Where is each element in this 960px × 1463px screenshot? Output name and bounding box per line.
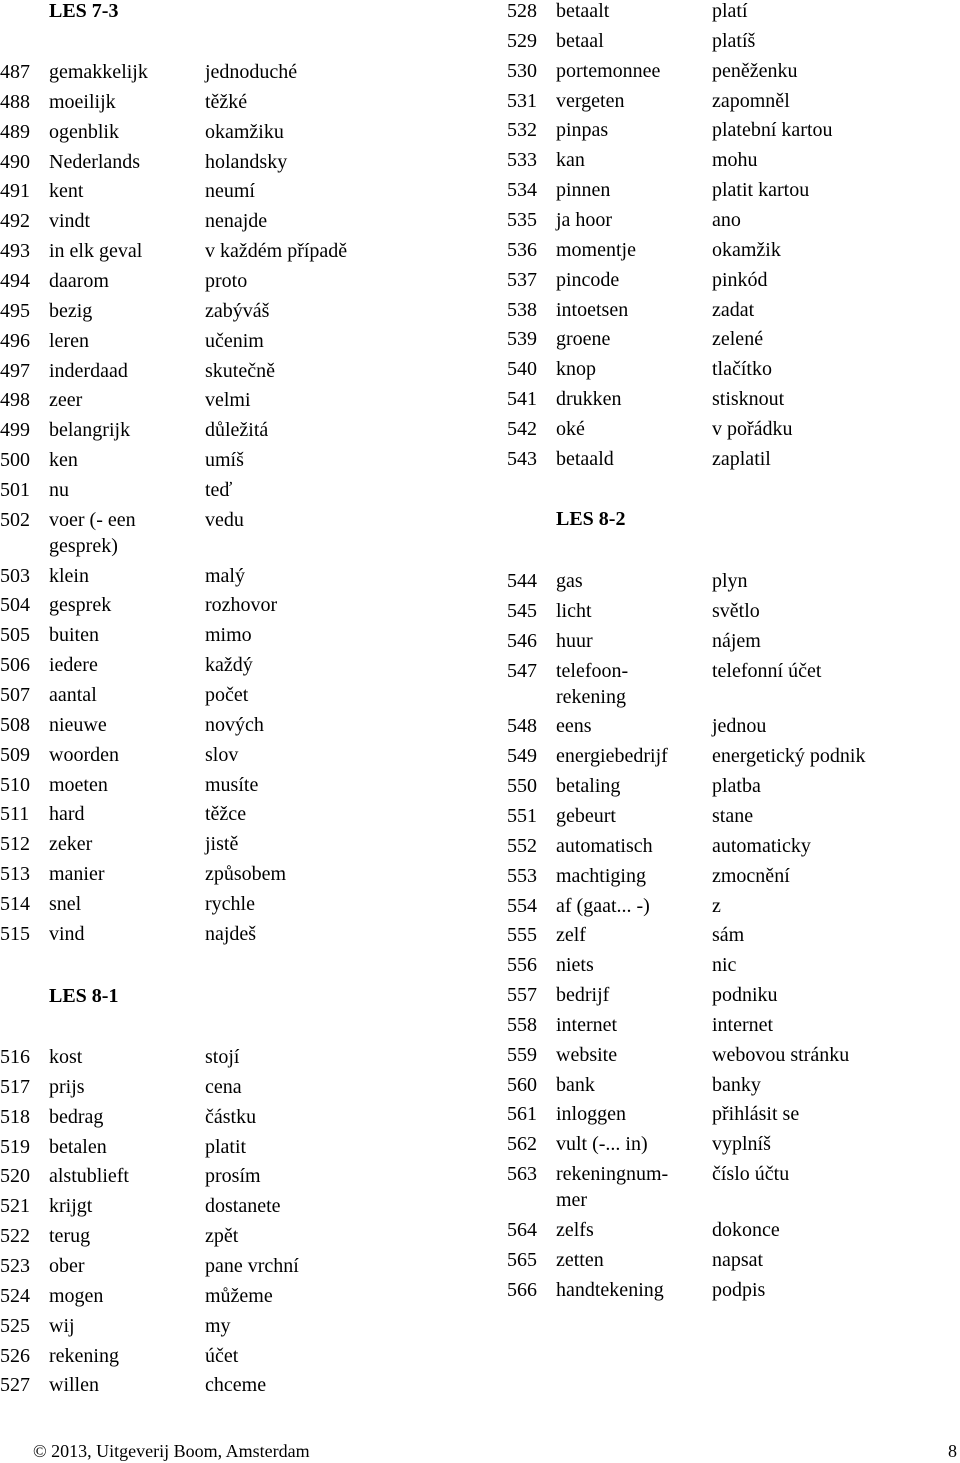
entry-number: 515 (0, 922, 30, 945)
czech-translation: těžce (205, 803, 247, 826)
dutch-term: vergeten (556, 89, 625, 112)
entry-number: 519 (0, 1135, 30, 1158)
dutch-term: energiebedrijf (556, 745, 668, 768)
czech-translation: zelené (712, 328, 764, 351)
entry-number: 513 (0, 863, 30, 886)
dutch-term: in elk geval (49, 240, 143, 263)
entry-number: 538 (507, 298, 537, 321)
entry-number: 497 (0, 359, 30, 382)
entry-number: 562 (507, 1133, 537, 1156)
czech-translation: automaticky (712, 834, 811, 857)
czech-translation: dostanete (205, 1195, 281, 1218)
dutch-term: licht (556, 599, 592, 622)
dutch-term: voer (- een gesprek) (49, 508, 136, 557)
entry-number: 501 (0, 478, 30, 501)
entry-number: 543 (507, 447, 537, 470)
dutch-term: rekeningnum- mer (556, 1163, 669, 1212)
entry-number: 512 (0, 833, 30, 856)
czech-translation: jistě (205, 833, 239, 856)
dutch-term: belangrijk (49, 419, 131, 442)
dutch-term: willen (49, 1374, 99, 1397)
dutch-term: moeten (49, 773, 108, 796)
entry-number: 561 (507, 1103, 537, 1126)
entry-number: 554 (507, 894, 537, 917)
entry-number: 547 (507, 659, 537, 682)
dutch-term: krijgt (49, 1195, 93, 1218)
dutch-term: telefoon- rekening (556, 659, 629, 708)
dutch-term: ogenblik (49, 120, 119, 143)
czech-translation: můžeme (205, 1284, 273, 1307)
entry-number: 506 (0, 654, 30, 677)
dutch-term: automatisch (556, 834, 653, 857)
entry-number: 548 (507, 715, 537, 738)
dutch-term: snel (49, 892, 82, 915)
dutch-term: momentje (556, 238, 636, 261)
czech-translation: nájem (712, 629, 761, 652)
czech-translation: telefonní účet (712, 659, 822, 682)
entry-number: 494 (0, 269, 30, 292)
czech-translation: webovou stránku (712, 1043, 850, 1066)
czech-translation: učenim (205, 329, 264, 352)
czech-translation: světlo (712, 599, 760, 622)
czech-translation: nenajde (205, 210, 268, 233)
dutch-term: betaalt (556, 0, 610, 22)
dutch-term: eens (556, 715, 592, 738)
entry-number: 504 (0, 594, 30, 617)
czech-translation: účet (205, 1344, 239, 1367)
dutch-term: bedrijf (556, 984, 610, 1007)
entry-number: 521 (0, 1195, 30, 1218)
dutch-term: klein (49, 564, 89, 587)
lesson-heading-7-3: LES 7-3 (49, 0, 119, 22)
entry-number: 492 (0, 210, 30, 233)
entry-number: 566 (507, 1278, 537, 1301)
entry-number: 533 (507, 149, 537, 172)
entry-number: 536 (507, 238, 537, 261)
dutch-term: betaal (556, 29, 604, 52)
dutch-term: groene (556, 328, 611, 351)
czech-translation: napsat (712, 1248, 764, 1271)
czech-translation: těžké (205, 90, 248, 113)
page-footer (0, 1439, 960, 1463)
dutch-term: woorden (49, 743, 119, 766)
entry-number: 487 (0, 61, 30, 83)
czech-translation: číslo účtu (712, 1163, 790, 1186)
dutch-term: ja hoor (556, 208, 613, 231)
dutch-term: vult (-... in) (556, 1133, 648, 1156)
dutch-term: handtekening (556, 1278, 664, 1301)
entry-number: 507 (0, 684, 30, 706)
entry-number: 520 (0, 1165, 30, 1188)
dutch-term: kent (49, 180, 84, 203)
entry-number: 537 (507, 268, 537, 291)
entry-number: 522 (0, 1225, 30, 1248)
entry-number: 488 (0, 90, 30, 113)
entry-number: 527 (0, 1374, 30, 1397)
dutch-term: prijs (49, 1075, 85, 1098)
dutch-term: iedere (49, 654, 98, 677)
czech-translation: ano (712, 208, 741, 231)
czech-translation: pane vrchní (205, 1254, 299, 1277)
czech-translation: mohu (712, 149, 758, 172)
entry-number: 552 (507, 834, 537, 857)
entry-number: 564 (507, 1219, 537, 1241)
czech-translation: najdeš (205, 922, 257, 945)
czech-translation: důležitá (205, 419, 269, 442)
entry-number: 559 (507, 1043, 537, 1066)
czech-translation: teď (205, 478, 233, 501)
dutch-term: aantal (49, 684, 97, 706)
czech-translation: pinkód (712, 268, 768, 291)
czech-translation: podpis (712, 1278, 766, 1301)
czech-translation: platit kartou (712, 179, 810, 202)
czech-translation: dokonce (712, 1219, 780, 1241)
entry-number: 555 (507, 924, 537, 947)
dutch-term: gesprek (49, 594, 112, 617)
czech-translation: velmi (205, 389, 251, 412)
czech-translation: zaplatil (712, 447, 771, 470)
dutch-term: gemakkelijk (49, 61, 148, 83)
entry-number: 546 (507, 629, 537, 652)
entry-number: 523 (0, 1254, 30, 1277)
entry-number: 514 (0, 892, 30, 915)
dutch-term: terug (49, 1225, 91, 1248)
dutch-term: rekening (49, 1344, 119, 1367)
dutch-term: betaling (556, 775, 621, 798)
entry-number: 509 (0, 743, 30, 766)
dutch-term: wij (49, 1314, 75, 1337)
entry-number: 495 (0, 299, 30, 322)
entry-number: 534 (507, 179, 537, 202)
entry-number: 535 (507, 208, 537, 231)
entry-number: 539 (507, 328, 537, 351)
dutch-term: machtiging (556, 864, 646, 887)
entry-number: 498 (0, 389, 30, 412)
dutch-term: internet (556, 1013, 618, 1036)
entry-number: 516 (0, 1046, 30, 1068)
entry-number: 542 (507, 417, 537, 440)
czech-translation: internet (712, 1013, 774, 1036)
czech-translation: vyplníš (712, 1133, 771, 1156)
dutch-term: website (556, 1043, 618, 1066)
entry-number: 490 (0, 150, 30, 173)
lesson-heading-8-1: LES 8-1 (49, 985, 119, 1007)
czech-translation: platí (712, 0, 748, 22)
dutch-term: gas (556, 570, 583, 592)
entry-number: 526 (0, 1344, 30, 1367)
dutch-term: pinnen (556, 179, 611, 202)
entry-number: 551 (507, 804, 537, 827)
czech-translation: stojí (205, 1046, 240, 1068)
dutch-term: nieuwe (49, 713, 107, 736)
czech-translation: stane (712, 804, 754, 827)
czech-translation: částku (205, 1105, 257, 1128)
czech-translation: sám (712, 924, 745, 947)
dutch-term: pinpas (556, 119, 609, 142)
dutch-term: kan (556, 149, 585, 172)
czech-translation: cena (205, 1075, 242, 1098)
czech-translation: platit (205, 1135, 247, 1158)
dutch-term: alstublieft (49, 1165, 129, 1188)
czech-translation: vedu (205, 508, 244, 531)
dutch-term: mogen (49, 1284, 104, 1307)
dutch-term: zeker (49, 833, 93, 856)
entry-number: 531 (507, 89, 537, 112)
czech-translation: platba (712, 775, 761, 798)
dutch-term: buiten (49, 624, 99, 647)
page-number: 8 (948, 1441, 957, 1461)
dutch-term: Nederlands (49, 150, 141, 173)
czech-translation: zpět (205, 1225, 239, 1248)
dutch-term: hard (49, 803, 85, 826)
czech-translation: v každém případě (205, 240, 348, 263)
czech-translation: nic (712, 954, 737, 977)
dutch-term: knop (556, 358, 596, 381)
czech-translation: prosím (205, 1165, 261, 1188)
czech-translation: rychle (205, 892, 255, 915)
dutch-term: ober (49, 1254, 85, 1277)
czech-translation: v pořádku (712, 417, 793, 440)
dutch-term: leren (49, 329, 89, 352)
entry-number: 508 (0, 713, 30, 736)
entry-number: 500 (0, 449, 30, 472)
czech-translation: musíte (205, 773, 259, 796)
czech-translation: zmocnění (712, 864, 790, 887)
dutch-term: zeer (49, 389, 83, 412)
copyright-notice: © 2013, Uitgeverij Boom, Amsterdam (33, 1441, 310, 1461)
czech-translation: každý (205, 654, 253, 677)
entry-number: 557 (507, 984, 537, 1007)
dutch-term: vindt (49, 210, 91, 233)
entry-number: 550 (507, 775, 537, 798)
czech-translation: platíš (712, 29, 756, 52)
czech-translation: banky (712, 1073, 761, 1096)
czech-translation: stisknout (712, 388, 785, 411)
dutch-term: ken (49, 449, 78, 472)
entry-number: 544 (507, 570, 537, 592)
dutch-term: daarom (49, 269, 109, 292)
dutch-term: betalen (49, 1135, 107, 1158)
entry-number: 517 (0, 1075, 30, 1098)
dutch-term: pincode (556, 268, 620, 291)
entry-number: 532 (507, 119, 537, 142)
czech-translation: malý (205, 564, 245, 587)
entry-number: 524 (0, 1284, 30, 1307)
entry-number: 505 (0, 624, 30, 647)
entry-number: 541 (507, 388, 537, 411)
czech-translation: přihlásit se (712, 1103, 800, 1126)
dutch-term: zelfs (556, 1219, 594, 1241)
dutch-term: betaald (556, 447, 614, 470)
entry-number: 499 (0, 419, 30, 442)
czech-translation: okamžik (712, 238, 781, 261)
dutch-term: bedrag (49, 1105, 104, 1128)
dutch-term: oké (556, 417, 585, 440)
czech-translation: holandsky (205, 150, 288, 173)
entry-number: 496 (0, 329, 30, 352)
czech-translation: my (205, 1314, 231, 1337)
entry-number: 491 (0, 180, 30, 203)
czech-translation: způsobem (205, 863, 287, 886)
entry-number: 556 (507, 954, 537, 977)
czech-translation: umíš (205, 449, 244, 472)
czech-translation: z (712, 894, 721, 917)
dutch-term: portemonnee (556, 59, 661, 82)
dutch-term: niets (556, 954, 594, 977)
czech-translation: chceme (205, 1374, 267, 1397)
entry-number: 503 (0, 564, 30, 587)
entry-number: 510 (0, 773, 30, 796)
czech-translation: nových (205, 713, 264, 736)
dutch-term: zelf (556, 924, 586, 947)
dutch-term: vind (49, 922, 85, 945)
czech-translation: tlačítko (712, 358, 772, 381)
czech-translation: neumí (205, 180, 255, 203)
czech-translation: plyn (712, 570, 748, 592)
dutch-term: bank (556, 1073, 595, 1096)
entry-number: 511 (0, 803, 30, 826)
czech-translation: zabýváš (205, 299, 270, 322)
entry-number: 563 (507, 1163, 537, 1186)
czech-translation: jednou (712, 715, 767, 738)
czech-translation: zapomněl (712, 89, 790, 112)
entry-number: 530 (507, 59, 537, 82)
dutch-term: gebeurt (556, 804, 616, 827)
entry-number: 502 (0, 508, 30, 531)
dutch-term: intoetsen (556, 298, 629, 321)
dutch-term: zetten (556, 1248, 604, 1271)
dutch-term: inderdaad (49, 359, 128, 382)
czech-translation: energetický podnik (712, 745, 866, 768)
czech-translation: rozhovor (205, 594, 278, 617)
dutch-term: bezig (49, 299, 93, 322)
czech-translation: platební kartou (712, 119, 833, 142)
dutch-term: kost (49, 1046, 83, 1068)
entry-number: 528 (507, 0, 537, 22)
dutch-term: manier (49, 863, 105, 886)
czech-translation: jednoduché (205, 61, 298, 83)
entry-number: 545 (507, 599, 537, 622)
czech-translation: okamžiku (205, 120, 284, 143)
entry-number: 525 (0, 1314, 30, 1337)
czech-translation: skutečně (205, 359, 275, 382)
dutch-term: huur (556, 629, 593, 652)
entry-number: 565 (507, 1248, 537, 1271)
czech-translation: zadat (712, 298, 755, 321)
entry-number: 518 (0, 1105, 30, 1128)
dutch-term: af (gaat... -) (556, 894, 650, 917)
lesson-heading-8-2: LES 8-2 (556, 508, 626, 530)
dutch-term: moeilijk (49, 90, 116, 113)
entry-number: 553 (507, 864, 537, 887)
entry-number: 549 (507, 745, 537, 768)
dutch-term: inloggen (556, 1103, 626, 1126)
entry-number: 540 (507, 358, 537, 381)
czech-translation: mimo (205, 624, 252, 647)
dutch-term: nu (49, 478, 69, 501)
entry-number: 529 (507, 29, 537, 52)
entry-number: 489 (0, 120, 30, 143)
entry-number: 493 (0, 240, 30, 263)
czech-translation: podniku (712, 984, 778, 1007)
czech-translation: peněženku (712, 59, 798, 82)
entry-number: 560 (507, 1073, 537, 1096)
entry-number: 558 (507, 1013, 537, 1036)
dutch-term: drukken (556, 388, 622, 411)
czech-translation: proto (205, 269, 248, 292)
czech-translation: počet (205, 684, 249, 706)
czech-translation: slov (205, 743, 239, 766)
